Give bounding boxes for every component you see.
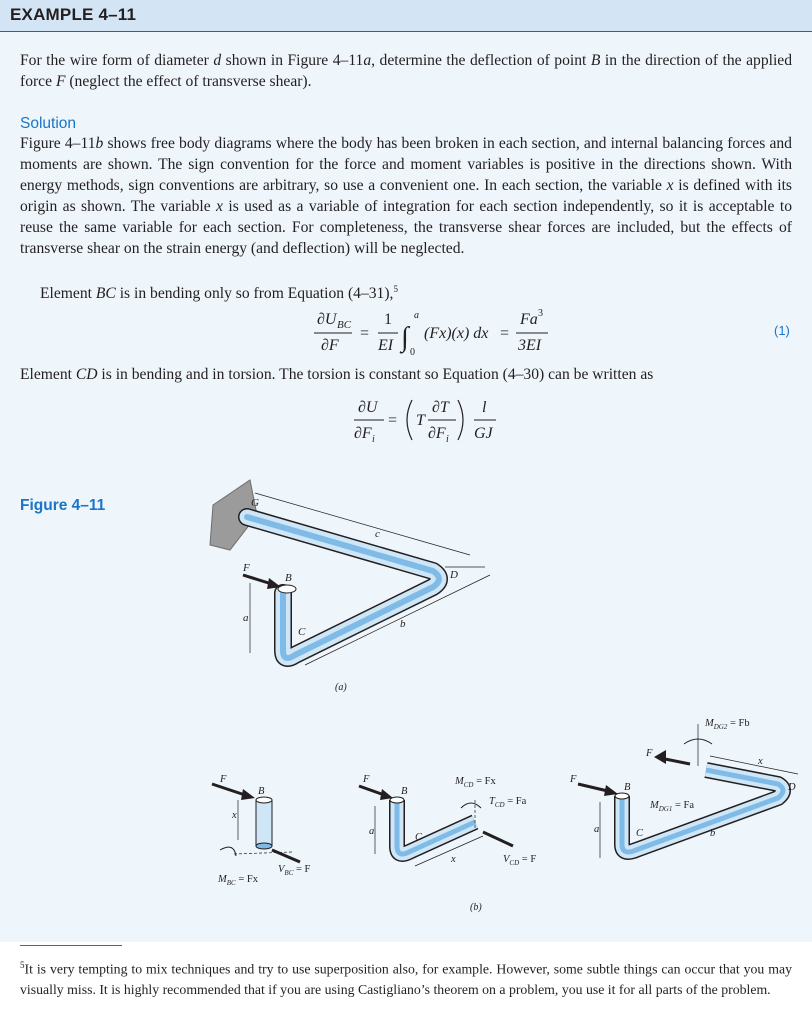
b1-label-x: x [232, 810, 237, 821]
label-b: B [285, 572, 292, 584]
svg-text:i: i [446, 434, 449, 445]
svg-text:(Fx)(x) dx: (Fx)(x) dx [424, 325, 489, 342]
svg-text:∂U: ∂U [317, 311, 337, 328]
b1-label-b: B [258, 786, 265, 797]
label-c-upper: C [298, 626, 306, 638]
figure-4-11b-dg [560, 712, 805, 872]
b3-label-f1: F [570, 774, 577, 785]
svg-text:T: T [416, 412, 425, 429]
b2-torque-label: $T_{CD} = Fa$ [489, 796, 527, 809]
example-header [0, 0, 812, 32]
label-f: F [243, 562, 250, 574]
svg-text:BC: BC [337, 319, 352, 331]
solution-paragraph: Figure 4–11b shows free body diagrams where the body has been broken in each section, and internal balancing forces and moments are shown. The sign convention for the force and moment variables is positive in the directions shown. With energy methods, sign conventions are arbitrary, so use a convenient one. In each section, the variable x is defined with its origin as shown. The variable x is used as a variable of integration for each section independently, so it is acceptable to reuse the same variable for each section. For completeness, the transverse shear forces are included, but the effects of transverse shear on the strain energy (and deflection) will be neglected. [20, 135, 793, 257]
svg-text:∫: ∫ [401, 322, 409, 353]
b2-label-f: F [363, 774, 370, 785]
svg-text:∂U: ∂U [358, 399, 378, 416]
b3-label-c: C [636, 828, 644, 839]
b1-shear-label: $V_{BC} = F$ [278, 864, 311, 877]
b3-label-x: x [758, 756, 763, 767]
solution-label: Solution [20, 115, 77, 132]
label-a: a [243, 612, 249, 624]
svg-text:∂F: ∂F [428, 425, 446, 442]
caption-b: (b) [470, 902, 482, 913]
figure-4-11b-cd [355, 770, 555, 895]
footnote: $^5$It is very tempting to mix techniques and try to use superposition also, for example. However, some subtle things can occur that you may visually miss. It is highly recommended that if you are using Castigliano’s theorem on a problem, you use it for all parts of the problem. [20, 960, 792, 997]
equation-1 [300, 302, 560, 356]
label-c: c [375, 528, 380, 540]
b1-moment-label: $M_{BC} = Fx$ [218, 874, 258, 887]
b3-label-b-lower: b [710, 828, 716, 839]
svg-text:Fa: Fa [520, 311, 538, 328]
svg-text:0: 0 [410, 347, 415, 356]
element-bc-line: Element BC is in bending only so from Equation (4–31),$^5$ [40, 284, 398, 303]
b1-label-f: F [220, 774, 227, 785]
equation-number: (1) [774, 323, 790, 338]
wire-end-b [278, 585, 296, 593]
svg-text:1: 1 [384, 311, 392, 328]
svg-text:3: 3 [538, 308, 543, 319]
b3-moment1-label: $M_{DG1} = Fa$ [650, 800, 695, 813]
b3-label-a: a [594, 824, 600, 835]
svg-text:=: = [388, 412, 398, 429]
b3-label-d: D [788, 782, 796, 793]
b2-label-c: C [415, 832, 423, 843]
b2-label-b: B [401, 786, 408, 797]
label-d: D [450, 569, 458, 581]
b2-label-x: x [451, 854, 456, 865]
caption-a: (a) [335, 682, 347, 693]
b2-moment-label: $M_{CD} = Fx$ [455, 776, 496, 789]
b3-label-b: B [624, 782, 631, 793]
svg-text:3EI: 3EI [518, 337, 542, 354]
svg-text:l: l [482, 399, 487, 416]
label-b-lower: b [400, 618, 406, 630]
svg-text:a: a [414, 310, 419, 321]
svg-text:EI: EI [378, 337, 394, 354]
example-title: EXAMPLE 4–11 [10, 5, 137, 24]
svg-text:=: = [360, 325, 370, 342]
svg-text:∂F: ∂F [321, 337, 339, 354]
b3-label-f2: F [646, 748, 653, 759]
svg-text:i: i [372, 434, 375, 445]
equation-2 [350, 390, 510, 446]
figure-label: Figure 4–11 [20, 497, 106, 514]
problem-statement: For the wire form of diameter d shown in Figure 4–11a, determine the deflection of point B in the direction of the applied force F (neglect the effect of transverse shear). [20, 52, 793, 90]
svg-text:=: = [500, 325, 510, 342]
b3-moment2-label: $M_{DG2} = Fb$ [705, 718, 750, 731]
figure-4-11b-bc [200, 770, 340, 895]
footnote-rule [20, 945, 122, 946]
figure-4-11a [195, 475, 515, 700]
element-cd-line: Element CD is in bending and in torsion. The torsion is constant so Equation (4–30) can be written as [20, 366, 654, 383]
svg-text:GJ: GJ [474, 425, 493, 442]
b2-label-a: a [369, 826, 375, 837]
svg-text:∂T: ∂T [432, 399, 449, 416]
label-g: G [251, 497, 259, 509]
svg-text:∂F: ∂F [354, 425, 372, 442]
b2-shear-label: $V_{CD} = F$ [503, 854, 537, 867]
